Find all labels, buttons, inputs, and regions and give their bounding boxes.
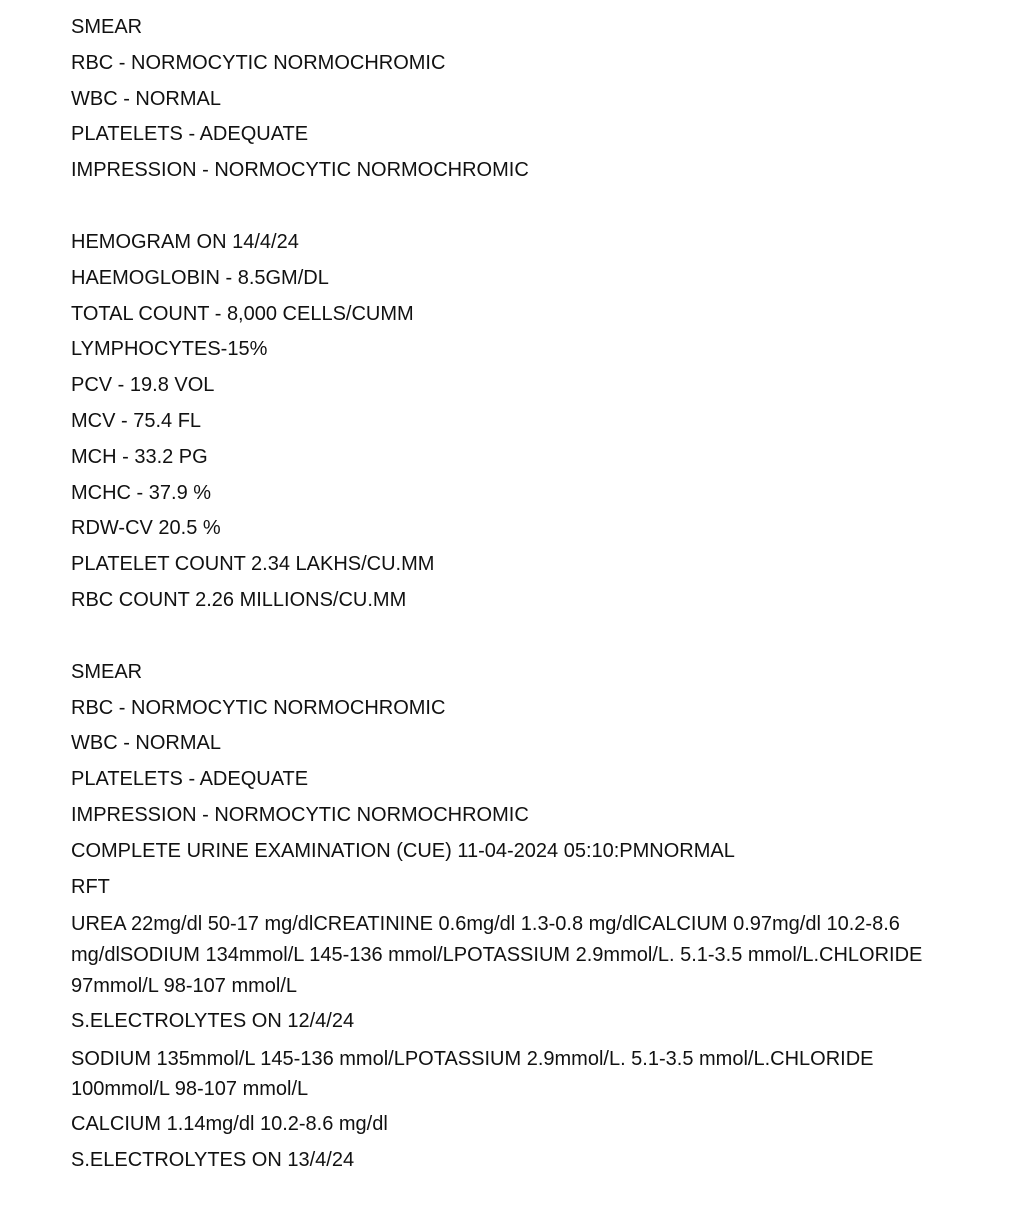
spacer xyxy=(71,623,971,659)
rft-paragraph: UREA 22mg/dl 50-17 mg/dlCREATININE 0.6mg/dl 1.3-0.8 mg/dlCALCIUM 0.97mg/dl 10.2-8.6 mg/dlSODIUM 134mmol/L 145-136 mmol/LPOTASSIUM 2.9mmol/L. 5.1-3.5 mmol/L.CHLORIDE 97mmol/L 98-107 mmol/L xyxy=(71,913,923,997)
electrolytes-13-heading: S.ELECTROLYTES ON 13/4/24 xyxy=(71,1148,355,1171)
pcv-line: PCV - 19.8 VOL xyxy=(71,374,215,397)
mch-line: MCH - 33.2 PG xyxy=(71,445,208,468)
cue-line: COMPLETE URINE EXAMINATION (CUE) 11-04-2024 05:10:PMNORMAL xyxy=(71,839,735,862)
mchc-line: MCHC - 37.9 % xyxy=(71,481,212,504)
spacer xyxy=(71,193,971,229)
platelets-line: PLATELETS - ADEQUATE xyxy=(71,768,309,791)
impression-line: IMPRESSION - NORMOCYTIC NORMOCHROMIC xyxy=(71,159,529,182)
smear-heading: SMEAR xyxy=(71,660,143,683)
mcv-line: MCV - 75.4 FL xyxy=(71,409,202,432)
electrolytes-12-heading: S.ELECTROLYTES ON 12/4/24 xyxy=(71,1009,355,1032)
rbc-line: RBC - NORMOCYTIC NORMOCHROMIC xyxy=(71,696,446,719)
lymphocytes-line: LYMPHOCYTES-15% xyxy=(71,338,268,361)
rdw-cv-line: RDW-CV 20.5 % xyxy=(71,517,221,540)
total-count-line: TOTAL COUNT - 8,000 CELLS/CUMM xyxy=(71,302,414,325)
haemoglobin-line: HAEMOGLOBIN - 8.5GM/DL xyxy=(71,266,329,289)
smear-section-2 xyxy=(71,659,971,1183)
platelets-line: PLATELETS - ADEQUATE xyxy=(71,123,309,146)
smear-section-1 xyxy=(71,14,971,193)
wbc-line: WBC - NORMAL xyxy=(71,87,221,110)
hemogram-heading: HEMOGRAM ON 14/4/24 xyxy=(71,230,299,253)
rbc-line: RBC - NORMOCYTIC NORMOCHROMIC xyxy=(71,51,446,74)
electrolytes-12-paragraph: SODIUM 135mmol/L 145-136 mmol/LPOTASSIUM 2.9mmol/L. 5.1-3.5 mmol/L.CHLORIDE 100mmol/L 98-107 mmol/L xyxy=(71,1047,874,1101)
hemogram-section xyxy=(71,229,971,623)
calcium-line: CALCIUM 1.14mg/dl 10.2-8.6 mg/dl xyxy=(71,1113,388,1136)
report-page xyxy=(71,14,971,1183)
platelet-count-line: PLATELET COUNT 2.34 LAKHS/CU.MM xyxy=(71,553,435,576)
rbc-count-line: RBC COUNT 2.26 MILLIONS/CU.MM xyxy=(71,588,407,611)
impression-line: IMPRESSION - NORMOCYTIC NORMOCHROMIC xyxy=(71,803,529,826)
smear-heading: SMEAR xyxy=(71,16,143,38)
rft-heading: RFT xyxy=(71,875,110,898)
wbc-line: WBC - NORMAL xyxy=(71,732,221,755)
